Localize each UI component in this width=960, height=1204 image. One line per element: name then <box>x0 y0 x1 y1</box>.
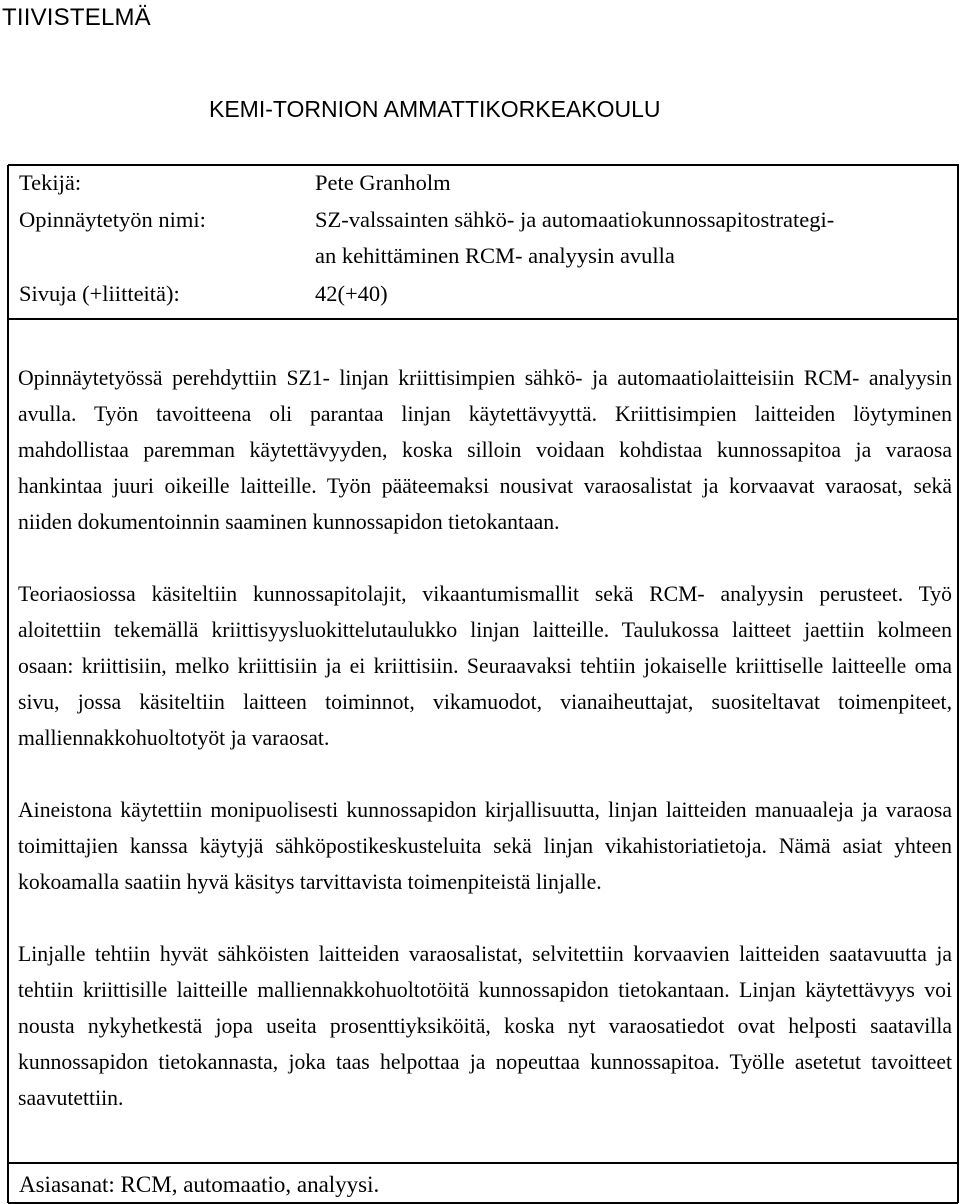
pages-label: Sivuja (+liitteitä): <box>19 281 180 306</box>
summary-paragraph-3: Aineistona käytettiin monipuolisesti kunnossapidon kirjallisuutta, linjan laitteiden manuaaleja ja varaosa toimittajien kanssa käytyjä sähköpostikeskusteluita sekä linjan vikahistoriatietoja. Nämä asiat yhteen kokoamalla saatiin hyvä käsitys tarvittavista toimenpiteistä linjalle. <box>18 798 952 894</box>
keywords-line: Asiasanat: RCM, automaatio, analyysi. <box>19 1172 380 1197</box>
author-value: Pete Granholm <box>315 170 451 195</box>
pages-value: 42(+40) <box>315 281 388 306</box>
school-name: KEMI-TORNION AMMATTIKORKEAKOULU <box>209 96 661 122</box>
summary-content <box>18 360 952 1116</box>
author-label: Tekijä: <box>19 170 82 195</box>
thesis-title-label: Opinnäytetyön nimi: <box>19 207 206 232</box>
summary-paragraph-1: Opinnäytetyössä perehdyttiin SZ1- linjan kriittisimpien sähkö- ja automaatiolaitteisiin RCM- analyysin avulla. Työn tavoitteena oli parantaa linjan käytettävyyttä. Kriittisimpien laitteiden löytyminen mahdollistaa paremman käytettävyyden, koska silloin voidaan kohdistaa kunnossapitoa ja varaosa hankintaa juuri oikeille laitteille. Työn pääteemaksi nousivat varaosalistat ja korvaavat varaosat, sekä niiden dokumentoinnin saaminen kunnossapidon tietokantaan. <box>18 366 952 534</box>
thesis-title-line-2: an kehittäminen RCM- analyysin avulla <box>315 243 675 268</box>
summary-paragraph-2: Teoriaosiossa käsiteltiin kunnossapitolajit, vikaantumismallit sekä RCM- analyysin perusteet. Työ aloitettiin tekemällä kriittisyysluokittelutaulukko linjan laitteille. Taulukossa laitteet jaettiin kolmeen osaan: kriittisiin, melko kriittisiin ja ei kriittisiin. Seuraavaksi tehtiin jokaiselle kriittiselle laitteelle oma sivu, jossa käsiteltiin laitteen toiminnot, vikamuodot, vianaiheuttajat, suositeltavat toimenpiteet, malliennakkohuoltotyöt ja varaosat. <box>18 582 952 750</box>
thesis-title-line-1: SZ-valssainten sähkö- ja automaatiokunnossapitostrategi- <box>315 207 835 232</box>
summary-paragraph-4: Linjalle tehtiin hyvät sähköisten laitteiden varaosalistat, selvitettiin korvaavien laitteiden saatavuutta ja tehtiin kriittisille laitteille malliennakkohuoltotöitä kunnossapidon tietokantaan. Linjan käytettävyys voi nousta nykyhetkestä jopa useita prosenttiyksiköitä, koska nyt varaosatiedot ovat helposti saatavilla kunnossapidon tietokannasta, joka taas helpottaa ja nopeuttaa kunnossapitoa. Työlle asetetut tavoitteet saavutettiin. <box>18 942 952 1110</box>
page-heading: TIIVISTELMÄ <box>2 4 151 31</box>
